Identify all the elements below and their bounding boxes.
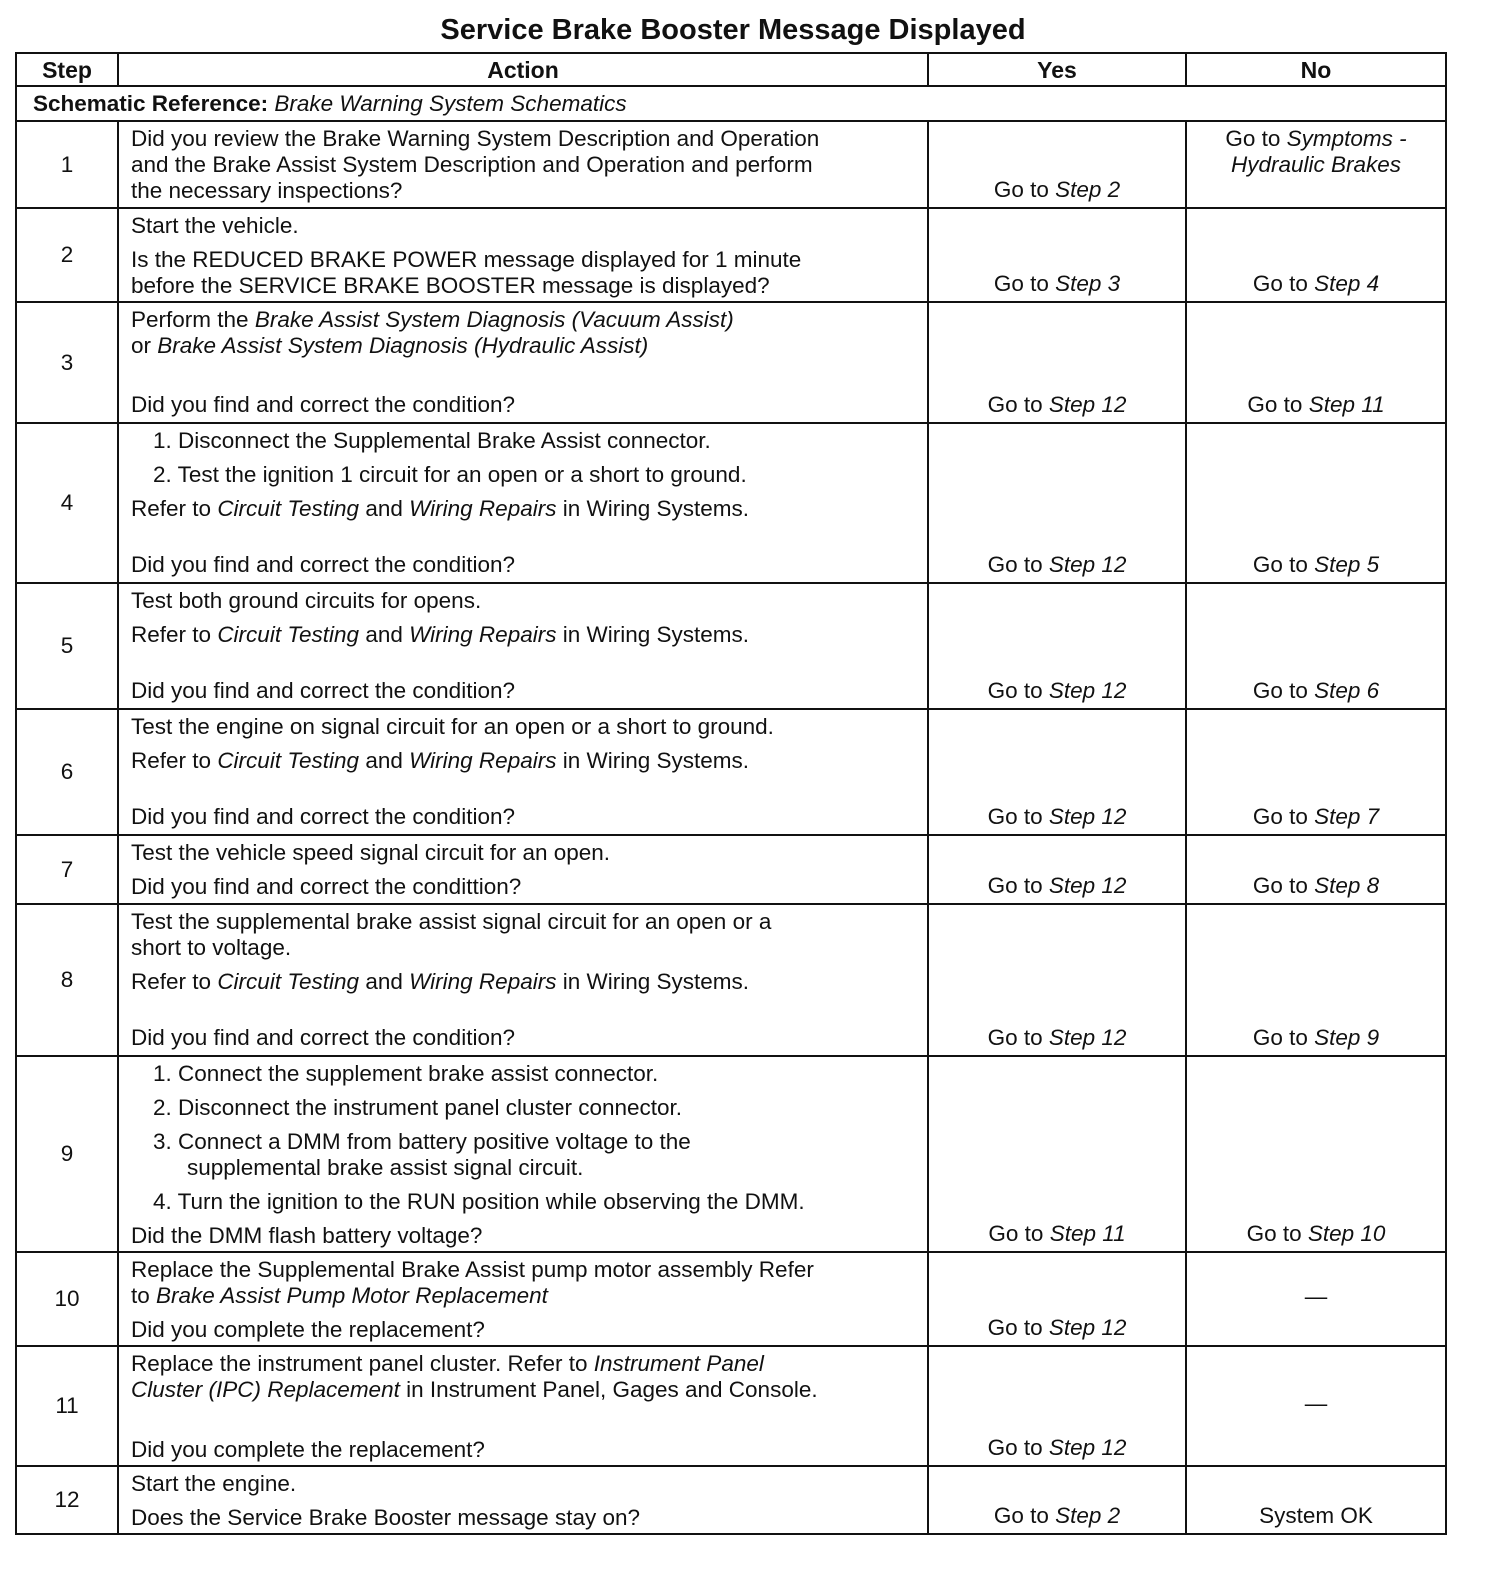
goto-target: Step 2	[1055, 177, 1121, 202]
goto-text: Go to	[1225, 126, 1281, 151]
action-text: Replace the Supplemental Brake Assist pump motor assembly Refer	[131, 1257, 814, 1282]
goto-target: Step 10	[1307, 1221, 1386, 1246]
action-text: Test the supplemental brake assist signal circuit for an open or a	[131, 909, 772, 934]
reference-link: Wiring Repairs	[409, 622, 557, 647]
result-text: System OK	[1259, 1503, 1373, 1528]
goto-text: Go to	[1252, 271, 1308, 296]
goto-text: Go to	[993, 1503, 1049, 1528]
yes-cell	[928, 1252, 1186, 1346]
goto-text: Go to	[987, 1435, 1043, 1460]
goto-text: Go to	[1252, 552, 1308, 577]
action-cell	[118, 423, 928, 583]
page-title: Service Brake Booster Message Displayed	[440, 14, 1026, 46]
action-question: Did you find and correct the condition?	[131, 1025, 515, 1050]
action-text: in Wiring Systems.	[562, 748, 750, 773]
action-question: Did the DMM flash battery voltage?	[131, 1223, 483, 1248]
goto-target: Step 11	[1049, 1221, 1126, 1246]
step-number: 6	[16, 709, 118, 835]
goto-target: Step 4	[1314, 271, 1380, 296]
yes-cell	[928, 302, 1186, 423]
header-step: Step	[16, 53, 118, 86]
goto-target: Step 6	[1314, 678, 1380, 703]
yes-cell	[928, 121, 1186, 208]
table-row	[16, 835, 1446, 904]
action-text: Replace the instrument panel cluster. Refer to	[131, 1351, 588, 1376]
action-question: Did you complete the replacement?	[131, 1317, 485, 1342]
action-question: Did you find and correct the condition?	[131, 804, 515, 829]
reference-link: Brake Assist System Diagnosis (Vacuum Assist)	[254, 307, 734, 332]
reference-link: Instrument Panel	[593, 1351, 764, 1376]
action-text: Start the vehicle.	[131, 213, 299, 238]
action-text: before the SERVICE BRAKE BOOSTER message is displayed?	[131, 273, 770, 298]
goto-target: Step 12	[1048, 392, 1127, 417]
step-number: 5	[16, 583, 118, 709]
goto-text: Go to	[1247, 392, 1303, 417]
goto-text: Go to	[1252, 1025, 1308, 1050]
goto-target: Step 12	[1048, 1315, 1127, 1340]
action-cell	[118, 1466, 928, 1534]
goto-text: Go to	[987, 873, 1043, 898]
table-row	[16, 583, 1446, 709]
reference-link: Wiring Repairs	[409, 969, 557, 994]
action-text: Refer to	[131, 496, 212, 521]
goto-target: Step 12	[1048, 1435, 1127, 1460]
yes-cell	[928, 709, 1186, 835]
table-row	[16, 423, 1446, 583]
goto-target: Step 11	[1308, 392, 1385, 417]
action-text: the necessary inspections?	[131, 178, 403, 203]
goto-target: Step 12	[1048, 873, 1127, 898]
action-cell	[118, 302, 928, 423]
action-text: short to voltage.	[131, 935, 292, 960]
action-question: Does the Service Brake Booster message stay on?	[131, 1505, 641, 1530]
step-number: 9	[16, 1056, 118, 1252]
reference-link: Cluster (IPC) Replacement	[131, 1377, 400, 1402]
step-number: 11	[16, 1346, 118, 1466]
table-row	[16, 121, 1446, 208]
yes-cell	[928, 835, 1186, 904]
action-cell	[118, 583, 928, 709]
action-question: Did you complete the replacement?	[131, 1437, 485, 1462]
goto-text: Go to	[987, 1315, 1043, 1340]
schematic-label: Schematic Reference:	[33, 90, 269, 116]
schematic-row	[16, 86, 1446, 121]
action-question: Did you find and correct the condition?	[131, 552, 515, 577]
table-row	[16, 1252, 1446, 1346]
yes-cell	[928, 1466, 1186, 1534]
goto-target: Step 12	[1048, 678, 1127, 703]
action-text: Is the REDUCED BRAKE POWER message displayed for 1 minute	[131, 247, 802, 272]
action-text: Test both ground circuits for opens.	[131, 588, 482, 613]
action-text: and	[365, 748, 403, 773]
goto-target: Step 12	[1048, 1025, 1127, 1050]
no-cell	[1186, 904, 1446, 1056]
no-cell	[1186, 709, 1446, 835]
no-cell	[1186, 1056, 1446, 1252]
schematic-reference	[16, 86, 1446, 121]
goto-target: Step 9	[1314, 1025, 1380, 1050]
goto-target: Step 3	[1055, 271, 1121, 296]
dash: —	[1304, 1284, 1328, 1309]
goto-text: Go to	[987, 1025, 1043, 1050]
action-text: Refer to	[131, 748, 212, 773]
goto-target: Step 12	[1048, 552, 1127, 577]
goto-target: Step 7	[1314, 804, 1380, 829]
step-number: 2	[16, 208, 118, 302]
list-item: 2. Disconnect the instrument panel cluster connector.	[153, 1095, 683, 1120]
action-cell	[118, 1252, 928, 1346]
table-row	[16, 709, 1446, 835]
action-cell	[118, 709, 928, 835]
reference-link: Circuit Testing	[217, 969, 360, 994]
action-question: Did you find and correct the condition?	[131, 678, 515, 703]
action-cell	[118, 835, 928, 904]
no-cell	[1186, 423, 1446, 583]
reference-link: Brake Assist System Diagnosis (Hydraulic Assist)	[157, 333, 649, 358]
yes-cell	[928, 423, 1186, 583]
yes-cell	[928, 208, 1186, 302]
yes-cell	[928, 904, 1186, 1056]
goto-text: Go to	[987, 678, 1043, 703]
action-text: in Instrument Panel, Gages and Console.	[406, 1377, 818, 1402]
action-text: and the Brake Assist System Description and Operation and perform	[131, 152, 813, 177]
action-text: Refer to	[131, 969, 212, 994]
action-text: and	[365, 622, 403, 647]
no-cell	[1186, 583, 1446, 709]
table-row	[16, 1346, 1446, 1466]
step-number: 8	[16, 904, 118, 1056]
reference-link: Brake Assist Pump Motor Replacement	[156, 1283, 548, 1308]
action-text: and	[365, 496, 403, 521]
table-row	[16, 302, 1446, 423]
action-text: Refer to	[131, 622, 212, 647]
action-text: Test the engine on signal circuit for an open or a short to ground.	[131, 714, 774, 739]
no-cell	[1186, 1346, 1446, 1466]
step-number: 10	[16, 1252, 118, 1346]
action-text: Did you review the Brake Warning System Description and Operation	[131, 126, 820, 151]
diagnostic-table	[15, 52, 1447, 1535]
no-cell	[1186, 121, 1446, 208]
yes-cell	[928, 1346, 1186, 1466]
step-number: 3	[16, 302, 118, 423]
no-cell	[1186, 1252, 1446, 1346]
header-no: No	[1186, 53, 1446, 86]
step-number: 7	[16, 835, 118, 904]
goto-text: Go to	[1252, 804, 1308, 829]
reference-link: Circuit Testing	[217, 622, 360, 647]
action-text: in Wiring Systems.	[562, 622, 750, 647]
list-item: 1. Disconnect the Supplemental Brake Assist connector.	[153, 428, 711, 453]
action-text: or	[131, 333, 152, 358]
header-action: Action	[118, 53, 928, 86]
step-number: 1	[16, 121, 118, 208]
header-row	[16, 53, 1446, 86]
reference-link: Circuit Testing	[217, 496, 360, 521]
table-row	[16, 1056, 1446, 1252]
yes-cell	[928, 1056, 1186, 1252]
no-cell	[1186, 835, 1446, 904]
header-yes: Yes	[928, 53, 1186, 86]
goto-text: Go to	[1246, 1221, 1302, 1246]
step-number: 12	[16, 1466, 118, 1534]
action-text: Start the engine.	[131, 1471, 297, 1496]
list-item: 1. Connect the supplement brake assist connector.	[153, 1061, 659, 1086]
goto-text: Go to	[987, 804, 1043, 829]
goto-text: Go to	[987, 552, 1043, 577]
action-text: to	[131, 1283, 150, 1308]
goto-text: Go to	[987, 392, 1043, 417]
list-item: 2. Test the ignition 1 circuit for an open or a short to ground.	[153, 462, 747, 487]
reference-link: Wiring Repairs	[409, 496, 557, 521]
action-cell	[118, 1346, 928, 1466]
action-text: Perform the	[131, 307, 249, 332]
list-item: 4. Turn the ignition to the RUN position while observing the DMM.	[153, 1189, 805, 1214]
goto-text: Go to	[988, 1221, 1044, 1246]
table-row	[16, 208, 1446, 302]
goto-text: Go to	[1252, 873, 1308, 898]
action-cell	[118, 208, 928, 302]
goto-text: Go to	[993, 271, 1049, 296]
no-cell	[1186, 1466, 1446, 1534]
action-text: in Wiring Systems.	[562, 496, 750, 521]
goto-target: Hydraulic Brakes	[1230, 152, 1402, 177]
schematic-value: Brake Warning System Schematics	[274, 90, 627, 116]
goto-text: Go to	[993, 177, 1049, 202]
goto-target: Symptoms -	[1286, 126, 1407, 151]
action-text: and	[365, 969, 403, 994]
action-cell	[118, 1056, 928, 1252]
action-text: Test the vehicle speed signal circuit for an open.	[131, 840, 611, 865]
action-question: Did you find and correct the condittion?	[131, 874, 522, 899]
no-cell	[1186, 208, 1446, 302]
goto-target: Step 2	[1055, 1503, 1121, 1528]
action-cell	[118, 121, 928, 208]
reference-link: Wiring Repairs	[409, 748, 557, 773]
table-row	[16, 1466, 1446, 1534]
action-cell	[118, 904, 928, 1056]
yes-cell	[928, 583, 1186, 709]
dash: —	[1304, 1391, 1328, 1416]
goto-text: Go to	[1252, 678, 1308, 703]
goto-target: Step 5	[1314, 552, 1380, 577]
step-number: 4	[16, 423, 118, 583]
goto-target: Step 8	[1314, 873, 1380, 898]
no-cell	[1186, 302, 1446, 423]
list-item: 3. Connect a DMM from battery positive voltage to the supplemental brake assist signal circuit.	[153, 1129, 691, 1180]
table-row	[16, 904, 1446, 1056]
action-text: in Wiring Systems.	[562, 969, 750, 994]
goto-target: Step 12	[1048, 804, 1127, 829]
action-question: Did you find and correct the condition?	[131, 392, 515, 417]
reference-link: Circuit Testing	[217, 748, 360, 773]
